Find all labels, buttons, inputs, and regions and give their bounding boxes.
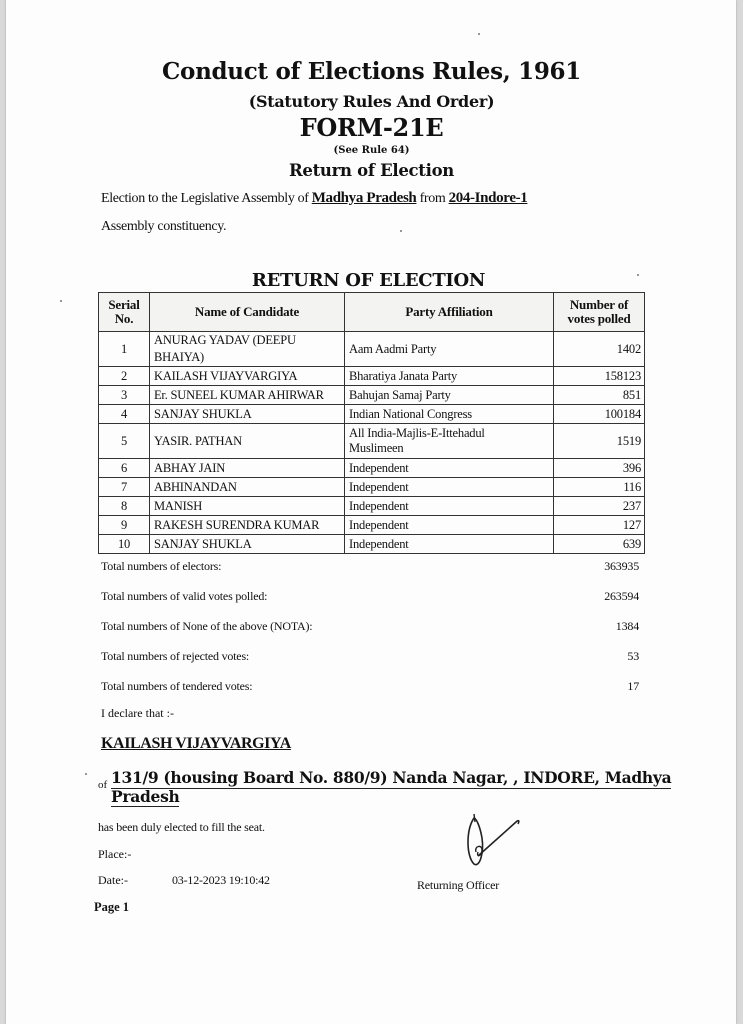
party-cell: Independent (345, 535, 554, 554)
candidate-name-cell: RAKESH SURENDRA KUMAR (150, 516, 345, 535)
candidate-name-cell: KAILASH VIJAYVARGIYA (150, 367, 345, 386)
document-subtitle: (Statutory Rules And Order) (248, 92, 495, 111)
total-electors-row (101, 556, 641, 586)
winner-name: KAILASH VIJAYVARGIYA (101, 735, 291, 752)
total-value: 263594 (604, 589, 639, 603)
rule-reference: (See Rule 64) (333, 145, 410, 156)
date-label: Date:- (98, 873, 128, 887)
serial-cell: 10 (99, 535, 150, 554)
total-label: Total numbers of electors: (101, 559, 222, 573)
party-cell: All India-Majlis-E-Ittehadul Muslimeen (345, 424, 554, 459)
candidate-name-cell: ANURAG YADAV (DEEPU BHAIYA) (150, 332, 345, 367)
candidate-name-cell: ABHAY JAIN (150, 459, 345, 478)
table-row (99, 367, 645, 386)
party-cell: Independent (345, 497, 554, 516)
total-rejected-row (101, 646, 641, 676)
total-value: 1384 (615, 619, 639, 633)
votes-cell: 116 (554, 478, 645, 497)
votes-cell: 1519 (554, 424, 645, 459)
total-value: 17 (627, 679, 639, 693)
place-label: Place:- (98, 847, 132, 861)
column-header-serial: Serial No. (99, 293, 150, 332)
party-cell: Aam Aadmi Party (345, 332, 554, 367)
table-row (99, 459, 645, 478)
candidate-name-cell: Er. SUNEEL KUMAR AHIRWAR (150, 386, 345, 405)
candidate-name-cell: YASIR. PATHAN (150, 424, 345, 459)
signature-icon (460, 812, 530, 872)
totals-section (101, 556, 641, 706)
date-value: 03-12-2023 19:10:42 (172, 873, 270, 887)
total-label: Total numbers of None of the above (NOTA): (101, 619, 313, 633)
serial-cell: 8 (99, 497, 150, 516)
candidate-name-cell: SANJAY SHUKLA (150, 535, 345, 554)
scan-speck (478, 33, 480, 35)
votes-cell: 396 (554, 459, 645, 478)
total-label: Total numbers of tendered votes: (101, 679, 253, 693)
serial-cell: 4 (99, 405, 150, 424)
party-cell: Indian National Congress (345, 405, 554, 424)
results-table-title: RETURN OF ELECTION (251, 270, 486, 291)
page-number: Page 1 (94, 900, 130, 914)
table-row (99, 497, 645, 516)
total-nota-row (101, 616, 641, 646)
serial-cell: 7 (99, 478, 150, 497)
column-header-name: Name of Candidate (150, 293, 345, 332)
candidate-name-cell: ABHINANDAN (150, 478, 345, 497)
party-cell: Bahujan Samaj Party (345, 386, 554, 405)
votes-cell: 158123 (554, 367, 645, 386)
serial-cell: 2 (99, 367, 150, 386)
serial-cell: 1 (99, 332, 150, 367)
table-header-row (99, 293, 645, 332)
table-row (99, 516, 645, 535)
serial-cell: 5 (99, 424, 150, 459)
intro-suffix: Assembly constituency. (101, 219, 227, 234)
party-cell: Independent (345, 516, 554, 535)
table-row (99, 478, 645, 497)
scan-speck (637, 274, 639, 276)
table-row (99, 332, 645, 367)
constituency-name: 204-Indore-1 (448, 190, 528, 206)
column-header-votes: Number of votes polled (554, 293, 645, 332)
total-value: 53 (627, 649, 639, 663)
table-row (99, 405, 645, 424)
table-row (99, 386, 645, 405)
total-label: Total numbers of valid votes polled: (101, 589, 268, 603)
serial-cell: 6 (99, 459, 150, 478)
serial-cell: 3 (99, 386, 150, 405)
returning-officer-label: Returning Officer (417, 878, 500, 892)
votes-cell: 127 (554, 516, 645, 535)
total-tendered-row (101, 676, 641, 706)
scan-speck (60, 300, 62, 302)
document-title: Conduct of Elections Rules, 1961 (162, 58, 581, 85)
votes-cell: 100184 (554, 405, 645, 424)
elected-statement: has been duly elected to fill the seat. (98, 820, 265, 834)
total-valid-votes-row (101, 586, 641, 616)
serial-cell: 9 (99, 516, 150, 535)
party-cell: Independent (345, 459, 554, 478)
winner-address-line2: Pradesh (111, 787, 180, 806)
candidate-name-cell: SANJAY SHUKLA (150, 405, 345, 424)
winner-address-line1: 131/9 (housing Board No. 880/9) Nanda Nagar, , INDORE, Madhya (111, 768, 672, 787)
votes-cell: 1402 (554, 332, 645, 367)
of-label: of (98, 779, 108, 791)
column-header-party: Party Affiliation (345, 293, 554, 332)
votes-cell: 851 (554, 386, 645, 405)
votes-cell: 639 (554, 535, 645, 554)
votes-cell: 237 (554, 497, 645, 516)
results-table (98, 292, 645, 554)
total-value: 363935 (604, 559, 639, 573)
table-row (99, 535, 645, 554)
scan-speck (400, 230, 402, 232)
election-intro (101, 190, 527, 207)
table-row (99, 424, 645, 459)
party-cell: Independent (345, 478, 554, 497)
intro-prefix: Election to the Legislative Assembly of (101, 191, 312, 206)
state-name: Madhya Pradesh (311, 190, 417, 206)
total-label: Total numbers of rejected votes: (101, 649, 250, 663)
form-title: Return of Election (289, 161, 454, 180)
form-name: FORM-21E (299, 113, 444, 142)
declaration-lead: I declare that :- (101, 706, 174, 720)
candidate-name-cell: MANISH (150, 497, 345, 516)
party-cell: Bharatiya Janata Party (345, 367, 554, 386)
scan-speck (85, 773, 87, 775)
intro-middle: from (416, 191, 449, 206)
